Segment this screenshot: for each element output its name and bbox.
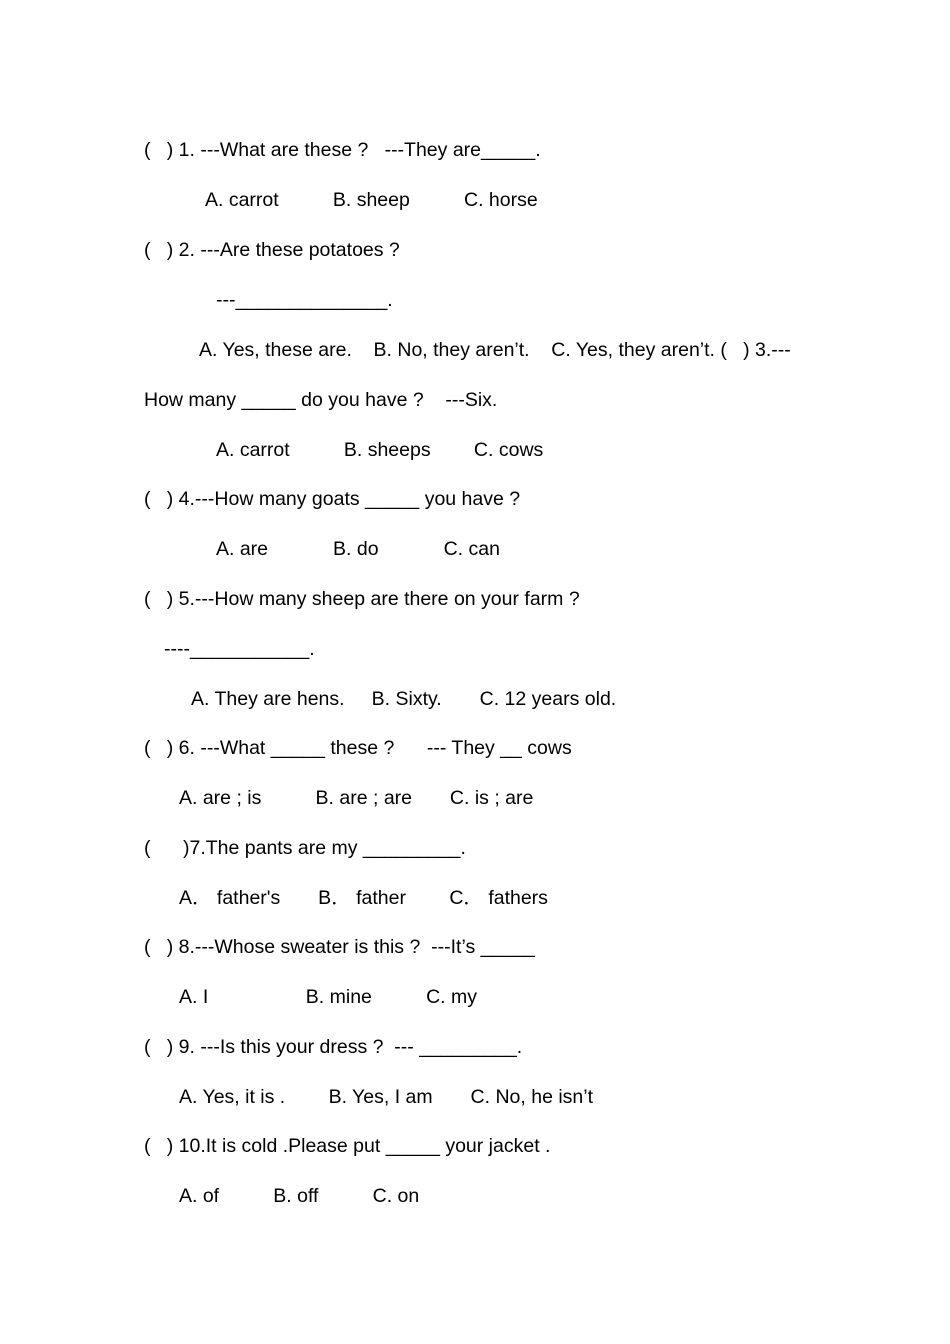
question-7: ( )7.The pants are my _________. [144,837,466,859]
question-8: ( ) 8.---Whose sweater is this ? ---It’s _____ [144,936,535,958]
question-7-options: A． father's B． father C． fathers [179,887,548,909]
question-9-options: A. Yes, it is . B. Yes, I am C. No, he isn’t [179,1086,594,1108]
question-6-options: A. are ; is B. are ; are C. is ; are [179,787,534,809]
question-4: ( ) 4.---How many goats _____ you have ? [144,488,521,510]
question-6: ( ) 6. ---What _____ these ? --- They __ cows [144,737,572,759]
question-2-answer-blank: ---______________. [216,289,393,311]
question-1: ( ) 1. ---What are these ? ---They are_____. [144,139,541,161]
question-2-options: A. Yes, these are. B. No, they aren’t. C. Yes, they aren’t. ( ) 3.--- [199,339,791,361]
question-10: ( ) 10.It is cold .Please put _____ your jacket . [144,1135,551,1157]
question-10-options: A. of B. off C. on [179,1185,420,1207]
question-3-options: A. carrot B. sheeps C. cows [216,439,544,461]
question-4-options: A. are B. do C. can [216,538,500,560]
question-5: ( ) 5.---How many sheep are there on your farm ? [144,588,580,610]
question-9: ( ) 9. ---Is this your dress ? --- _________. [144,1036,523,1058]
question-5-options: A. They are hens. B. Sixty. C. 12 years old. [191,688,617,710]
question-2: ( ) 2. ---Are these potatoes ? [144,239,400,261]
question-3: How many _____ do you have ? ---Six. [144,389,498,411]
question-5-answer-blank: ----___________. [164,638,315,660]
question-8-options: A. I B. mine C. my [179,986,477,1008]
question-1-options: A. carrot B. sheep C. horse [205,189,538,211]
